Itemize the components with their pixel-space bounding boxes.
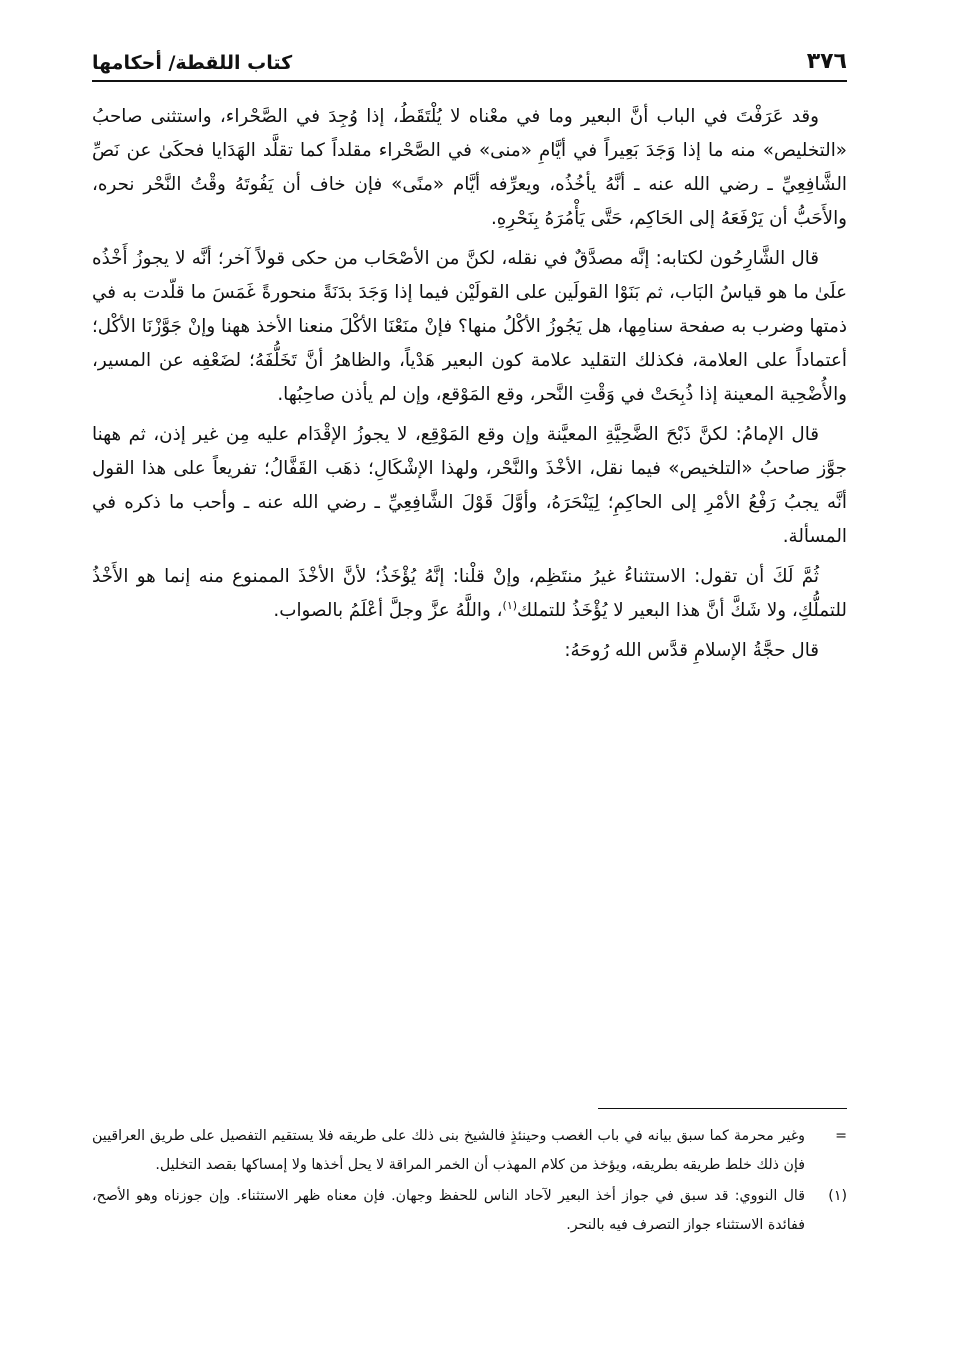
footnote-marker: (١) xyxy=(828,1188,847,1204)
paragraph-3: قال الإمامُ: لكنَّ ذَبْحَ الضَّحِيَّةِ المعيَّنة وإن وقع المَوْقِع، لا يجوزُ الإقْدَام عليه مِن غير إذن، ثم ههنا جوَّز صاحبُ «التلخيص» فيما نقل، الأخْذَ والنَّحْر، ولهذا الإشْكَالِ؛ ذهَب القَفَّالُ؛ تفريعاً على هذا القول أنَّه يجبُ رَفْعُ الأمْرِ إلى الحاكِمِ؛ لِيَنْحَرَهُ، وأوَّلَ قَوْلَ الشَّافِعِيِّ ـ رضي الله عنه ـ وأحب ما ذكره في المسألة. xyxy=(92,424,847,547)
paragraph-2: قال الشَّارِحُون لكتابه: إنَّه مصدَّقٌ في نقله، لكنَّ من الأصْحَاب من حكى قولاً آخر؛ أنَّه لا يجوزُ أَخْذُه علَىٰ ما هو قياسُ البَاب، ثم بَنَوْا القولَين على القولَيْن فيما إذا وَجَدَ بدَنَةً منحورةً غَمَسَ ما قلّدت به في ذمتها وضرب به صفحة سنامِها، هل يَجُوزُ الأكْلُ منها؟ فإنْ منَعْنَا الأكْلَ منعنا الأخذ ههنا وإنْ جَوَّزْنَا الأكْل؛ أعتماداً على العلامة، فكذلك التقليد علامة كون البعير هَدْياً، والظاهرُ أنَّ تَخَلُّفَهُ؛ لضَعْفِه عن المسير، والأُضْحِية المعينة إذا ذُبِحَتْ في وَقْتِ النَّحر، وقع المَوْقع، وإن لم يأذن صاحِبُها. xyxy=(92,248,847,405)
footnote-divider xyxy=(598,1108,847,1109)
paragraph-4-tail: ، واللَّهُ عزَّ وجلَّ أعْلَمُ بالصواب. xyxy=(273,600,503,621)
footnote-reference[interactable]: (١) xyxy=(502,598,518,612)
paragraph-4-text: ثُمَّ لَكَ أن تقول: الاستثناءُ غيرُ منتَظِم، وإنْ قلْنا: إنَّهُ يُؤْخَذُ؛ لأنَّ الأخْذَ الممنوع منه إنما هو الأَخْذُ للتملُّكِ، ولا شَكَّ أنَّ هذا البعير لا يُؤْخَذُ للتملك xyxy=(92,566,847,621)
page-header xyxy=(92,38,847,74)
footnote-text: قال النووي: قد سبق في جواز أخذ البعير لآحاد الناس للحفظ وجهان. فإن معناه ظهر الاستثناء. وإن جوزناه وهو الأصح، ففائدة الاستثناء جواز التصرف فيه بالنحر. xyxy=(92,1188,805,1233)
main-text xyxy=(92,100,847,674)
footnote-marker: = xyxy=(835,1128,847,1144)
book-title: كتاب اللقطة/ أحكامها xyxy=(92,52,293,74)
footnote-text: وغير محرمة كما سبق بيانه في باب الغصب وحينئذٍ فالشيخ بنى ذلك على طريقه فلا يستقيم التفصيل على طريق العراقيين فإن ذلك خلط طريقه بطريقه، ويؤخذ من كلام المهذب أن الخمر المراقة لا يحل أخذها ولا إمساكها بقصد التخليل. xyxy=(92,1128,805,1173)
footnote-1 xyxy=(92,1182,847,1240)
page-number: ٣٧٦ xyxy=(806,49,847,74)
footnote-continued xyxy=(92,1122,847,1180)
paragraph-1: وقد عَرَفْتَ في الباب أنَّ البعير وما في معْناه لا يُلْتَقَطُ، إذا وُجِدَ في الصَّحْراء، واستثنى صاحبُ «التخليص» منه ما إذا وَجَدَ بَعِيراً في أيَّامِ «منى» في الصَّحْراء مقلداً كما تقلَّد الهَدَايا فحكَىٰ عن نَصِّ الشَّافِعِيِّ ـ رضي الله عنه ـ أنَّهُ يأخُذُه، ويعرِّفه أيَّام «منًى» فإن خاف أن يَفُوتَهُ وقْتُ النَّحْر نحره، والأَحَبُّ أن يَرْفَعَهُ إلى الحَاكِم، حَتَّى يَأْمُرَهُ بِنَحْرِهِ. xyxy=(92,106,847,229)
closing-line: قال حجَّةُ الإسلامِ قدَّس الله رُوحَهُ: xyxy=(564,640,819,661)
paragraph-4 xyxy=(92,560,847,628)
footnotes xyxy=(92,1122,847,1242)
header-divider xyxy=(92,80,847,82)
